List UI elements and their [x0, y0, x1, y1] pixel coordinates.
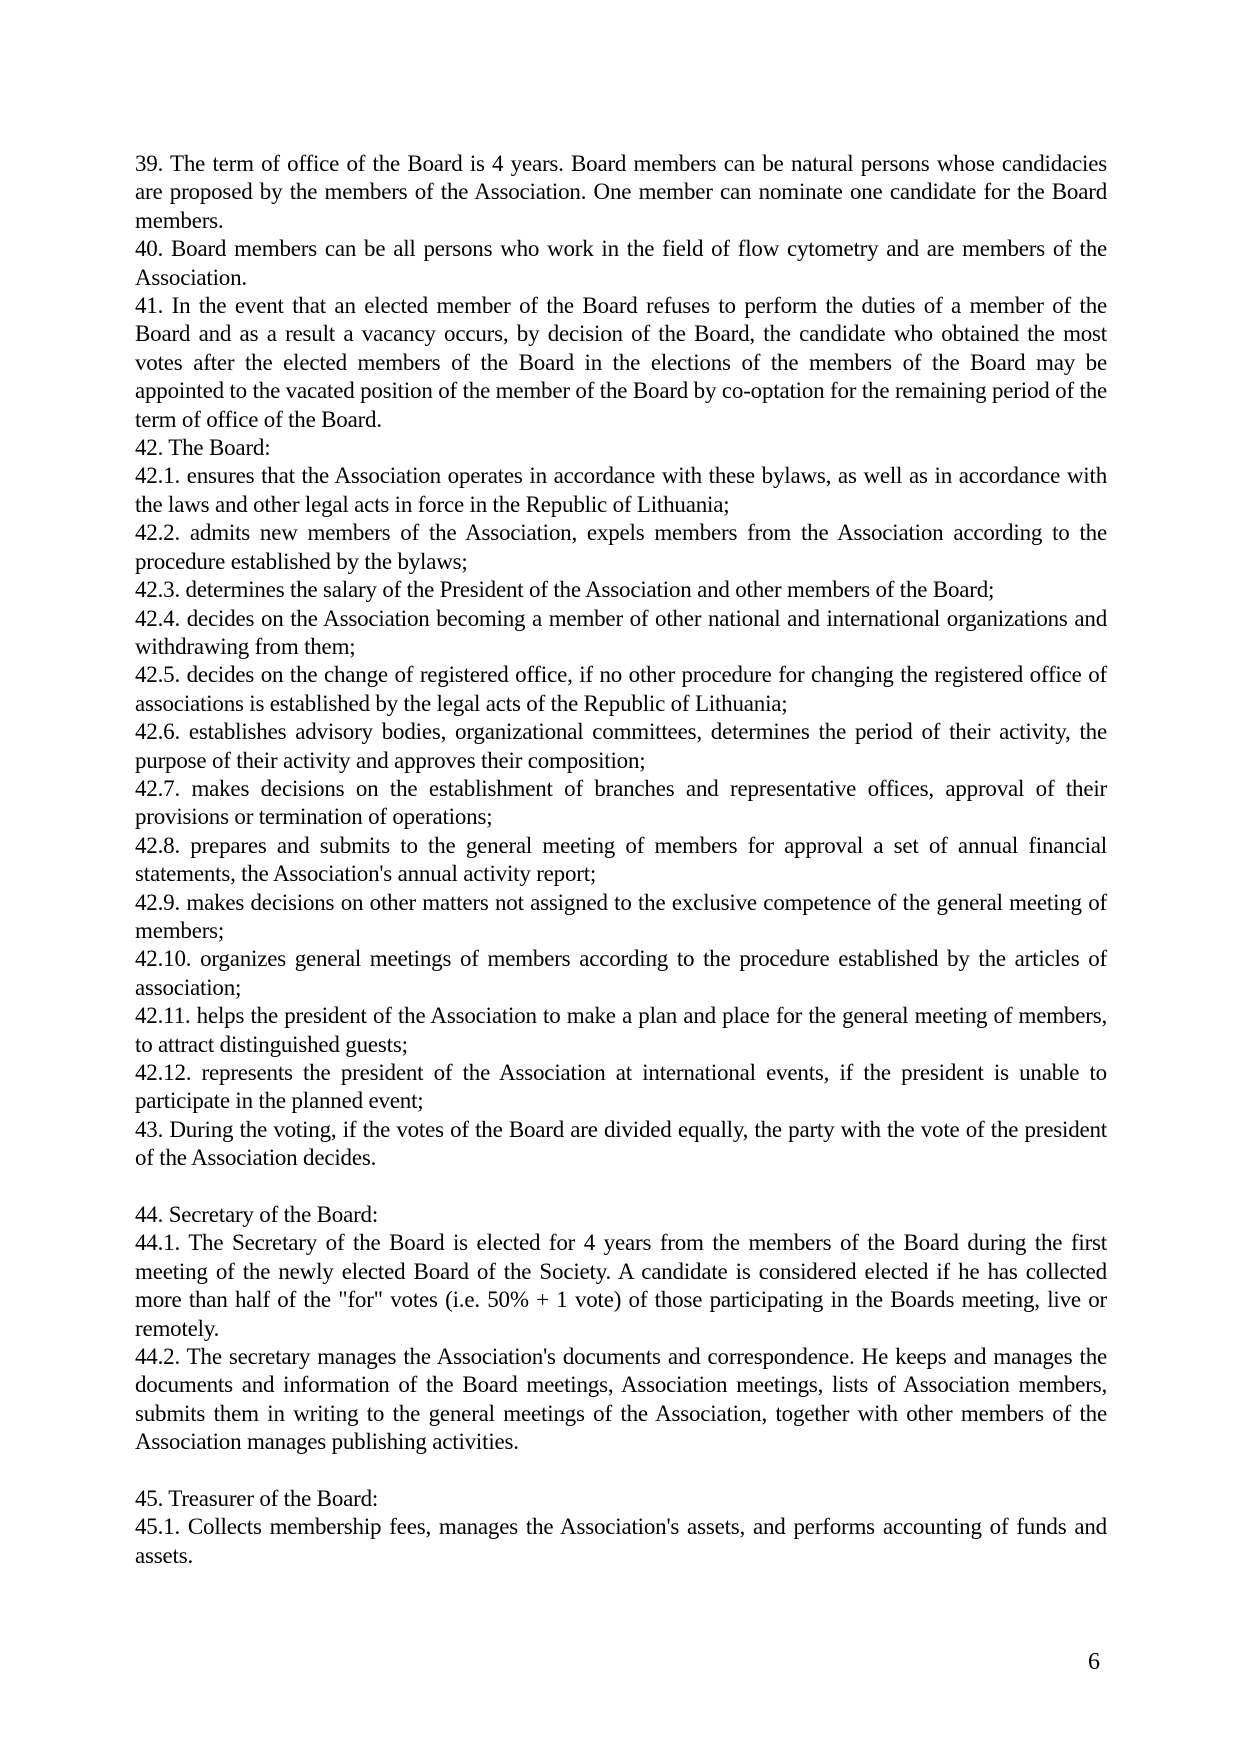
paragraph-42-6: 42.6. establishes advisory bodies, organizational committees, determines the period of their activity, the purpose of their activity and approves their composition; — [135, 719, 1107, 773]
paragraph-45: 45. Treasurer of the Board: — [135, 1486, 379, 1512]
paragraph-42-2: 42.2. admits new members of the Association, expels members from the Association according to the procedure established by the bylaws; — [135, 520, 1107, 574]
paragraph-42-10: 42.10. organizes general meetings of members according to the procedure established by the articles of association; — [135, 946, 1107, 1000]
paragraph-43: 43. During the voting, if the votes of the Board are divided equally, the party with the vote of the president of the Association decides. — [135, 1116, 1107, 1171]
paragraph-42-3: 42.3. determines the salary of the President of the Association and other members of the Board; — [135, 577, 995, 603]
paragraph-44: 44. Secretary of the Board: — [135, 1202, 379, 1228]
paragraph-42-7: 42.7. makes decisions on the establishment of branches and representative offices, approval of their provisions or termination of operations; — [135, 775, 1107, 830]
paragraph-42-11: 42.11. helps the president of the Association to make a plan and place for the general meeting of members, to attract distinguished guests; — [135, 1003, 1107, 1057]
paragraph-42-9: 42.9. makes decisions on other matters not assigned to the exclusive competence of the general meeting of members; — [135, 889, 1107, 943]
page-number: 6 — [1088, 1649, 1100, 1675]
paragraph-45-1: 45.1. Collects membership fees, manages the Association's assets, and performs accounting of funds and assets. — [135, 1514, 1107, 1568]
document-body-text — [135, 150, 1107, 1570]
paragraph-42: 42. The Board: — [135, 435, 271, 461]
paragraph-42-4: 42.4. decides on the Association becoming a member of other national and international organizations and withdrawing from them; — [135, 605, 1107, 659]
paragraph-42-8: 42.8. prepares and submits to the general meeting of members for approval a set of annual financial statements, the Association's annual activity report; — [135, 832, 1107, 887]
paragraph-40: 40. Board members can be all persons who work in the field of flow cytometry and are members of the Association. — [135, 236, 1107, 290]
paragraph-42-1: 42.1. ensures that the Association operates in accordance with these bylaws, as well as in accordance with the laws and other legal acts in force in the Republic of Lithuania; — [135, 463, 1107, 517]
paragraph-44-1: 44.1. The Secretary of the Board is elected for 4 years from the members of the Board during the first meeting of the newly elected Board of the Society. A candidate is considered elected if he has collected more than half of the "for" votes (i.e. 50% + 1 vote) of those participating in the Boards meeting, live or remotely. — [135, 1230, 1107, 1341]
paragraph-41: 41. In the event that an elected member of the Board refuses to perform the duties of a member of the Board and as a result a vacancy occurs, by decision of the Board, the candidate who obtained the most votes after the elected members of the Board in the elections of the members of the Board may be appointed to the vacated position of the member of the Board by co-optation for the remaining period of the term of office of the Board. — [135, 293, 1107, 432]
paragraph-42-5: 42.5. decides on the change of registered office, if no other procedure for changing the registered office of associations is established by the legal acts of the Republic of Lithuania; — [135, 662, 1107, 716]
paragraph-44-2: 44.2. The secretary manages the Association's documents and correspondence. He keeps and manages the documents and information of the Board meetings, Association meetings, lists of Association members, submits them in writing to the general meetings of the Association, together with other members of the Association manages publishing activities. — [135, 1344, 1107, 1455]
paragraph-39: 39. The term of office of the Board is 4 years. Board members can be natural persons whose candidacies are proposed by the members of the Association. One member can nominate one candidate for the Board members. — [135, 151, 1107, 233]
paragraph-42-12: 42.12. represents the president of the Association at international events, if the president is unable to participate in the planned event; — [135, 1060, 1107, 1114]
